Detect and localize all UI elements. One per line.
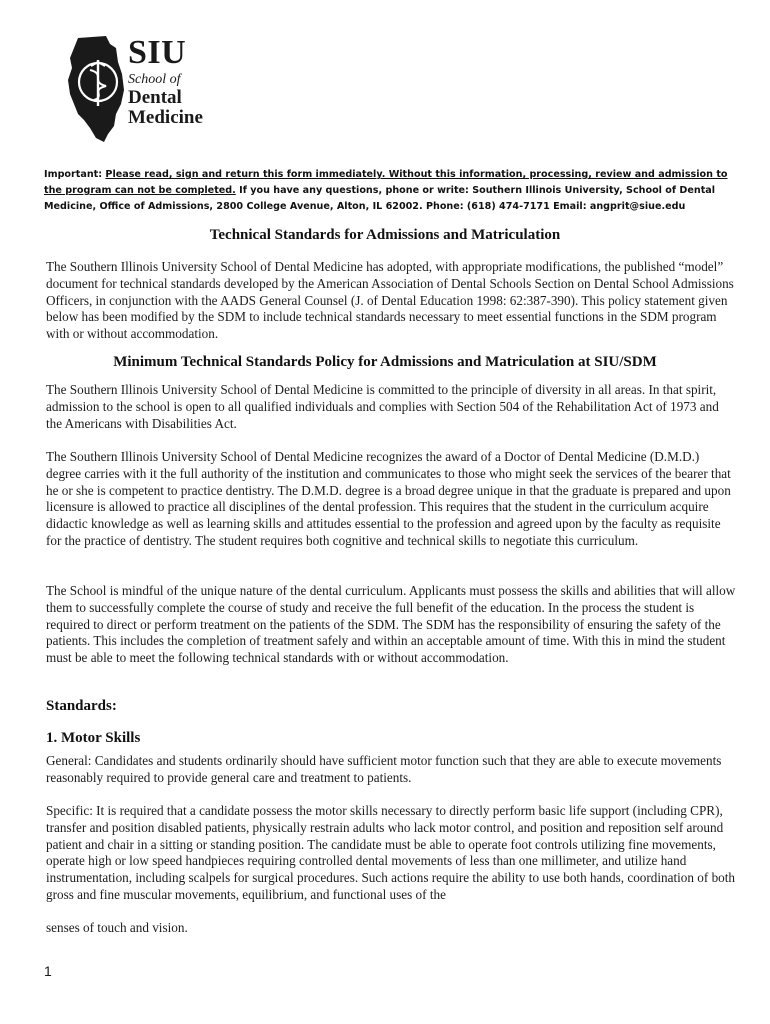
important-contact: If you have any questions, phone or write: Southern Illinois University, School of Dental Medicine, Office of Admissions, 2800 College Avenue, Alton, IL 62002. Phone: (618) 474-7171 Email: angprit@siue.edu: [44, 185, 716, 212]
intro-paragraph: The Southern Illinois University School of Dental Medicine has adopted, with appropriate modifications, the published “model” document for technical standards developed by the American Association of Dental Schools Section on Dental School Admissions Officers, in conjunction with the AADS General Counsel (J. of Dental Education 1998: 62:387-390). This policy statement given below has been modified by the SDM to include technical standards necessary to meet essential functions in the SDM program with or without accommodation.: [46, 259, 734, 342]
page-number: 1: [44, 963, 52, 979]
logo-siu: SIU: [128, 34, 187, 71]
policy-paragraph-1: The Southern Illinois University School of Dental Medicine is committed to the principle of diversity in all areas. In that spirit, admission to the school is open to all qualified individuals and complies with Section 504 of the Rehabilitation Act of 1973 and the Americans with Disabilities Act.: [46, 382, 719, 431]
logo-dental: Dental: [128, 87, 182, 108]
motor-specific-end: senses of touch and vision.: [46, 920, 188, 935]
illinois-caduceus-icon: [66, 34, 136, 144]
policy-paragraph-2: The Southern Illinois University School of Dental Medicine recognizes the award of a Doctor of Dental Medicine (D.M.D.) degree carries with it the full authority of the institution and communicates to those who might seek the services of the bearer that he or she is competent to practice dentistry. The D.M.D. degree is a broad degree unique in that the graduate is prepared and upon licensure is allowed to practice all disciplines of the dental profession. This requires that the student in the curriculum acquire didactic knowledge as well as learning skills and attitudes essential to the profession and agreed upon by the faculty as requisite for the practice of dentistry. The student requires both cognitive and technical skills to negotiate this curriculum.: [46, 449, 731, 548]
motor-skills-heading: 1. Motor Skills: [46, 730, 141, 746]
logo-school-of: School of: [128, 72, 181, 87]
motor-specific-paragraph: Specific: It is required that a candidate possess the motor skills necessary to directly perform basic life support (including CPR), transfer and position disabled patients, physically restrain adults who lack motor control, and position and reposition self around patient and chair in a sitting or standing position. The candidate must be able to operate foot controls utilizing fine movements, operate high or low speed handpieces requiring controlled dental movements of less than one millimeter, and utilize hand instrumentation, including scalpels for surgical procedures. Such actions require the ability to use both hands, coordination of both gross and fine muscular movements, equilibrium, and functional uses of the: [46, 803, 736, 902]
important-underlined: Please read, sign and return this form immediately. Without this information, processing, review and admission to the program can not be completed.: [44, 169, 728, 196]
important-label: Important:: [44, 169, 103, 180]
policy-paragraph-3: The School is mindful of the unique nature of the dental curriculum. Applicants must possess the skills and abilities that will allow them to successfully complete the course of study and receive the full benefit of the education. In the process the student is required to direct or perform treatment on the patients of the SDM. The SDM has the responsibility of ensuring the safety of the patients. This includes the completion of treatment safely and within an acceptable amount of time. With this in mind the student must be able to meet the following technical standards with or without accommodation.: [46, 583, 736, 666]
motor-general-paragraph: General: Candidates and students ordinarily should have sufficient motor function such that they are able to execute movements reasonably required to provide general care and treatment to patients.: [46, 753, 722, 785]
logo-medicine: Medicine: [128, 107, 203, 128]
siu-logo: [66, 34, 226, 144]
policy-heading: Minimum Technical Standards Policy for Admissions and Matriculation at SIU/SDM: [113, 354, 657, 370]
important-notice: [44, 167, 734, 215]
standards-heading: Standards:: [46, 698, 117, 714]
page-title: Technical Standards for Admissions and Matriculation: [209, 227, 561, 243]
